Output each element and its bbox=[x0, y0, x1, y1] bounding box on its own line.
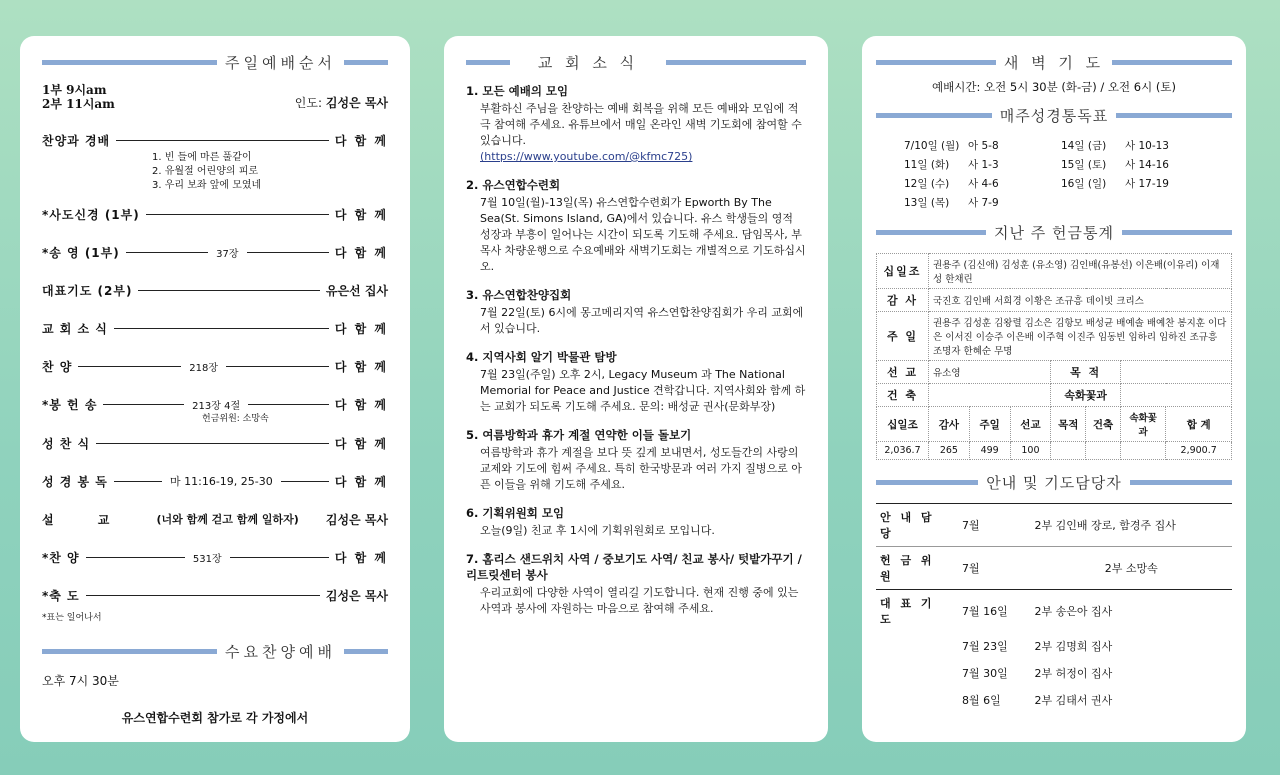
guide-month: 7월 30일 bbox=[962, 666, 1008, 680]
leader-line bbox=[138, 290, 319, 291]
order-row bbox=[42, 576, 388, 614]
guide-month: 7월 bbox=[958, 547, 1031, 590]
leader-line bbox=[78, 366, 181, 367]
building-names bbox=[929, 384, 1051, 407]
news-panel bbox=[444, 36, 828, 742]
guide-person: 2부 김명희 집사 bbox=[1034, 639, 1113, 653]
order-row bbox=[42, 233, 388, 271]
service-time-2: 2부 11시am bbox=[42, 97, 115, 111]
order-label: *사도신경 (1부) bbox=[42, 207, 140, 222]
order-label: 성 찬 식 bbox=[42, 436, 91, 451]
order-right: 다 함 께 bbox=[334, 397, 389, 412]
news-heading: 7. 홈리스 샌드위치 사역 / 중보기도 사역/ 친교 봉사/ 텃밭가꾸기 / 리트릿센터 봉사 bbox=[466, 552, 802, 582]
leader-name: 김성은 목사 bbox=[325, 96, 388, 110]
news-item bbox=[466, 349, 806, 415]
guide-table bbox=[876, 503, 1232, 713]
guide-title-text: 안내 및 기도담당자 bbox=[986, 474, 1122, 492]
row-header: 십일조 bbox=[877, 254, 929, 289]
purpose-names bbox=[1120, 361, 1231, 384]
news-body: 7월 23일(주일) 오후 2시, Legacy Museum 과 The National Memorial for Peace and Justice 견학갑니다. 지역사회와 함께 하는 교회가 되도록 기도해 주세요. 문의: 배성균 권사(문화부장) bbox=[480, 368, 806, 413]
title-bar bbox=[1112, 60, 1232, 65]
order-right: 다 함 께 bbox=[334, 207, 388, 222]
totals-head: 십일조 bbox=[877, 407, 929, 442]
title-bar bbox=[466, 60, 510, 65]
guide-month: 8월 6일 bbox=[962, 693, 1001, 707]
news-heading: 4. 지역사회 알기 박물관 탐방 bbox=[466, 350, 617, 364]
song-item: 2. 유월절 어린양의 피로 bbox=[152, 166, 259, 177]
order-label: 찬양과 경배 bbox=[42, 133, 111, 148]
guide-month: 7월 23일 bbox=[962, 639, 1008, 653]
offering-title bbox=[876, 222, 1232, 243]
guide-person: 2부 허정이 집사 bbox=[1034, 666, 1113, 680]
totals-row bbox=[877, 442, 1232, 460]
weekly-names: 권용주 김성훈 김왕렬 김소은 김항모 배성균 배예솔 배예찬 봉지훈 이다은 이서진 이승주 이은배 이주혁 이진주 임동빈 임하리 임하진 조규흥 조명자 한혜순 무명 bbox=[929, 312, 1232, 361]
guide-role bbox=[876, 686, 958, 713]
dawn-title bbox=[876, 52, 1232, 73]
table-row bbox=[877, 384, 1232, 407]
totals-header bbox=[877, 407, 1232, 442]
order-right: 김성은 목사 bbox=[325, 512, 388, 527]
mission-names: 유소영 bbox=[929, 361, 1051, 384]
news-heading: 6. 기획위원회 모임 bbox=[466, 506, 565, 520]
table-row bbox=[876, 547, 1232, 590]
order-row bbox=[42, 462, 388, 500]
bible-row bbox=[1061, 174, 1208, 193]
bible-day: 11일 (화) bbox=[904, 159, 950, 171]
order-label: *축 도 bbox=[42, 588, 80, 603]
news-heading: 3. 유스연합찬양집회 bbox=[466, 288, 572, 302]
title-bar bbox=[666, 60, 806, 65]
news-body: 7월 10일(월)-13일(목) 유스연합수련회가 Epworth By The Sea(St. Simons Island, GA)에서 있습니다. 유스 학생들의 영적 성장과 부흥이 일어나는 시간이 되도록 기도해 주세요. 담임목사, 부목사 차량운행으로 수요예배와 새벽기도회는 개별적으로 기도하십시오. bbox=[480, 196, 806, 273]
totals-head: 속화꽃과 bbox=[1120, 407, 1165, 442]
leader-line bbox=[226, 366, 329, 367]
worship-panel bbox=[20, 36, 410, 742]
title-bar bbox=[876, 113, 992, 118]
guide-person: 2부 김인배 장로, 함경주 집사 bbox=[1031, 504, 1233, 547]
leader-line bbox=[146, 214, 329, 215]
leader-line bbox=[126, 252, 208, 253]
order-label: *송 영 (1부) bbox=[42, 245, 120, 260]
bible-reading: 사 1-3 bbox=[968, 159, 999, 171]
bible-row bbox=[904, 193, 1051, 212]
guide-month: 7월 bbox=[958, 504, 1031, 547]
order-right: 다 함 께 bbox=[334, 550, 388, 565]
offering-table bbox=[876, 253, 1232, 460]
bible-reading: 사 17-19 bbox=[1125, 178, 1169, 190]
news-body: 우리교회에 다양한 사역이 열리길 기도합니다. 현재 진행 중에 있는 사역과 봉사에 자원하는 마음으로 참여해 주세요. bbox=[480, 586, 799, 615]
bible-day: 7/10일 (월) bbox=[904, 140, 960, 152]
info-panel bbox=[862, 36, 1246, 742]
news-body: 부활하신 주님을 찬양하는 예배 회복을 위해 모든 예배와 모임에 적극 참여해 주세요. 유튜브에서 매일 온라인 새벽 기도회에 참여할 수 있습니다. bbox=[480, 102, 802, 147]
guide-role bbox=[876, 659, 958, 686]
totals-value: 499 bbox=[969, 442, 1010, 460]
order-row bbox=[42, 195, 388, 233]
guide-person: 2부 송은아 집사 bbox=[1031, 590, 1233, 633]
order-right: 다 함 께 bbox=[334, 245, 389, 260]
bible-reading: 사 10-13 bbox=[1125, 140, 1169, 152]
news-item bbox=[466, 287, 806, 337]
news-item bbox=[466, 551, 806, 617]
order-label: 대표기도 (2부) bbox=[42, 283, 133, 298]
worship-title bbox=[42, 52, 388, 73]
order-mid: 218장 bbox=[189, 362, 218, 374]
title-bar bbox=[344, 60, 388, 65]
order-label: *봉 헌 송 bbox=[42, 397, 98, 412]
title-bar bbox=[42, 60, 217, 65]
order-row bbox=[42, 347, 388, 385]
table-row bbox=[876, 686, 1232, 713]
bible-title bbox=[876, 105, 1232, 126]
order-row bbox=[42, 500, 388, 538]
order-mid: 531장 bbox=[192, 553, 222, 565]
totals-head: 목적 bbox=[1051, 407, 1086, 442]
leader-line bbox=[248, 404, 329, 405]
order-row bbox=[42, 538, 388, 576]
totals-value bbox=[1051, 442, 1086, 460]
order-right: 유은선 집사 bbox=[325, 283, 388, 298]
evening-time: 오후 7시 30분 bbox=[42, 674, 119, 688]
totals-value: 2,036.7 bbox=[877, 442, 929, 460]
table-row bbox=[877, 289, 1232, 312]
leader-line bbox=[114, 328, 329, 329]
thanks-names: 국진호 김인배 서희경 이황은 조규흥 데이빗 크리스 bbox=[929, 289, 1232, 312]
leader-line bbox=[86, 557, 185, 558]
totals-head: 건축 bbox=[1086, 407, 1121, 442]
row-header: 주 일 bbox=[877, 312, 929, 361]
news-item bbox=[466, 505, 806, 539]
row-header: 선 교 bbox=[877, 361, 929, 384]
tithe-names: 권용주 (김신애) 김성훈 (유소영) 김인배(유봉선) 이은배(이유리) 이재성 한채린 bbox=[929, 254, 1232, 289]
bible-title-text: 매주성경통독표 bbox=[999, 107, 1109, 125]
table-row bbox=[877, 254, 1232, 289]
order-mid: 213장 4절 bbox=[192, 400, 241, 412]
table-row bbox=[876, 590, 1232, 633]
bible-row bbox=[904, 155, 1051, 174]
news-title-text: 교 회 소 식 bbox=[537, 54, 639, 72]
title-bar bbox=[42, 649, 217, 654]
leader-line bbox=[103, 404, 184, 405]
table-row bbox=[876, 504, 1232, 547]
news-heading: 5. 여름방학과 휴가 계절 연약한 이들 돌보기 bbox=[466, 428, 692, 442]
evening-title-text: 수요찬양예배 bbox=[225, 643, 336, 661]
guide-month: 7월 16일 bbox=[958, 590, 1031, 633]
footnote: *표는 일어나서 bbox=[42, 613, 102, 623]
totals-value: 100 bbox=[1010, 442, 1051, 460]
order-right: 다 함 께 bbox=[334, 474, 389, 489]
leader-line bbox=[230, 557, 329, 558]
guide-title bbox=[876, 472, 1232, 493]
table-row bbox=[877, 312, 1232, 361]
news-heading: 2. 유스연합수련회 bbox=[466, 178, 561, 192]
leader-line bbox=[96, 443, 329, 444]
table-row bbox=[876, 632, 1232, 659]
news-heading: 1. 모든 예배의 모임 bbox=[466, 84, 569, 98]
bible-row bbox=[904, 174, 1051, 193]
order-label: 교 회 소 식 bbox=[42, 321, 108, 336]
order-label: 설 교 bbox=[42, 512, 130, 527]
totals-head: 감사 bbox=[929, 407, 970, 442]
bible-day: 14일 (금) bbox=[1061, 140, 1107, 152]
bible-row bbox=[1061, 155, 1208, 174]
title-bar bbox=[344, 649, 388, 654]
title-bar bbox=[1130, 480, 1232, 485]
totals-head: 주일 bbox=[969, 407, 1010, 442]
bible-day: 16일 (일) bbox=[1061, 178, 1107, 190]
guide-role bbox=[876, 632, 958, 659]
title-bar bbox=[1116, 113, 1232, 118]
row-header: 감 사 bbox=[877, 289, 929, 312]
leader-line bbox=[247, 252, 329, 253]
offering-title-text: 지난 주 헌금통계 bbox=[994, 224, 1114, 242]
row-header: 속화꽃과 bbox=[1051, 384, 1121, 407]
order-right: 김성은 목사 bbox=[325, 588, 388, 603]
title-bar bbox=[876, 60, 996, 65]
dawn-title-text: 새 벽 기 도 bbox=[1003, 54, 1105, 72]
service-times bbox=[42, 83, 388, 111]
dawn-time: 예배시간: 오전 5시 30분 (화-금) / 오전 6시 (토) bbox=[932, 80, 1176, 94]
guide-role: 헌 금 위 원 bbox=[876, 547, 958, 590]
table-row bbox=[877, 361, 1232, 384]
news-item bbox=[466, 427, 806, 493]
bible-schedule bbox=[876, 136, 1232, 212]
bible-day: 12일 (수) bbox=[904, 178, 950, 190]
guide-role: 대 표 기 도 bbox=[876, 590, 958, 633]
bible-day: 13일 (목) bbox=[904, 197, 950, 209]
bible-reading: 아 5-8 bbox=[968, 140, 999, 152]
title-bar bbox=[876, 230, 986, 235]
news-item bbox=[466, 83, 806, 165]
guide-person: 2부 김태서 권사 bbox=[1034, 693, 1113, 707]
worship-title-text: 주일예배순서 bbox=[225, 54, 336, 72]
offering-note: 헌금위원: 소망속 bbox=[202, 414, 269, 424]
order-row bbox=[42, 424, 388, 462]
order-label: 성 경 봉 독 bbox=[42, 474, 108, 489]
evening-title bbox=[42, 641, 388, 662]
title-bar bbox=[1122, 230, 1232, 235]
news-title bbox=[466, 52, 806, 73]
guide-person: 2부 소망속 bbox=[1031, 547, 1233, 590]
totals-value: 265 bbox=[929, 442, 970, 460]
order-label: 찬 양 bbox=[42, 359, 73, 374]
totals-head: 합 계 bbox=[1166, 407, 1232, 442]
bible-reading: 사 7-9 bbox=[968, 197, 999, 209]
youtube-link[interactable]: (https://www.youtube.com/@kfmc725) bbox=[480, 150, 693, 163]
totals-head: 선교 bbox=[1010, 407, 1051, 442]
news-body: 오늘(9일) 친교 후 1시에 기획위원회로 모입니다. bbox=[480, 524, 715, 537]
order-row bbox=[42, 271, 388, 309]
leader bbox=[295, 94, 388, 111]
leader-line bbox=[86, 595, 320, 596]
order-mid: 37장 bbox=[216, 248, 239, 260]
bible-day: 15일 (토) bbox=[1061, 159, 1107, 171]
song-item: 1. 빈 들에 마른 풀같이 bbox=[152, 152, 252, 163]
order-mid: 마 11:16-19, 25-30 bbox=[170, 475, 273, 488]
table-row bbox=[876, 659, 1232, 686]
order-right: 다 함 께 bbox=[334, 133, 388, 148]
evening-note: 유스연합수련회 참가로 각 가정에서 bbox=[121, 711, 309, 725]
song-list bbox=[152, 151, 388, 193]
service-time-1: 1부 9시am bbox=[42, 83, 107, 97]
order-right: 다 함 께 bbox=[334, 321, 388, 336]
news-body: 7월 22일(토) 6시에 몽고메리지역 유스연합찬양집회가 우리 교회에서 있습니다. bbox=[480, 306, 804, 335]
order-row bbox=[42, 309, 388, 347]
order-right: 다 함 께 bbox=[334, 359, 389, 374]
bible-row bbox=[1061, 136, 1208, 155]
leader-label: 인도: bbox=[294, 96, 323, 110]
totals-value bbox=[1086, 442, 1121, 460]
bible-reading: 사 4-6 bbox=[968, 178, 999, 190]
order-label: *찬 양 bbox=[42, 550, 80, 565]
bible-reading: 사 14-16 bbox=[1125, 159, 1169, 171]
row-header: 건 축 bbox=[877, 384, 929, 407]
guide-role: 안 내 담 당 bbox=[876, 504, 958, 547]
totals-value: 2,900.7 bbox=[1166, 442, 1232, 460]
totals-value bbox=[1120, 442, 1165, 460]
row-header: 목 적 bbox=[1051, 361, 1121, 384]
leader-line bbox=[114, 481, 162, 482]
title-bar bbox=[876, 480, 978, 485]
song-item: 3. 우리 보좌 앞에 모였네 bbox=[152, 180, 262, 191]
news-body: 여름방학과 휴가 계절을 보다 뜻 깊게 보내면서, 성도들간의 사랑의 교제와 기도에 힘써 주세요. 특히 한국방문과 여러 가지 질병으로 아픈 이들을 위해 기도해 주세요. bbox=[480, 446, 802, 491]
order-mid: (너와 함께 걷고 함께 일하자) bbox=[156, 513, 299, 526]
news-item bbox=[466, 177, 806, 275]
bible-row bbox=[904, 136, 1051, 155]
order-right: 다 함 께 bbox=[334, 436, 388, 451]
leader-line bbox=[281, 481, 329, 482]
leader-line bbox=[116, 140, 329, 141]
flower-names bbox=[1120, 384, 1231, 407]
